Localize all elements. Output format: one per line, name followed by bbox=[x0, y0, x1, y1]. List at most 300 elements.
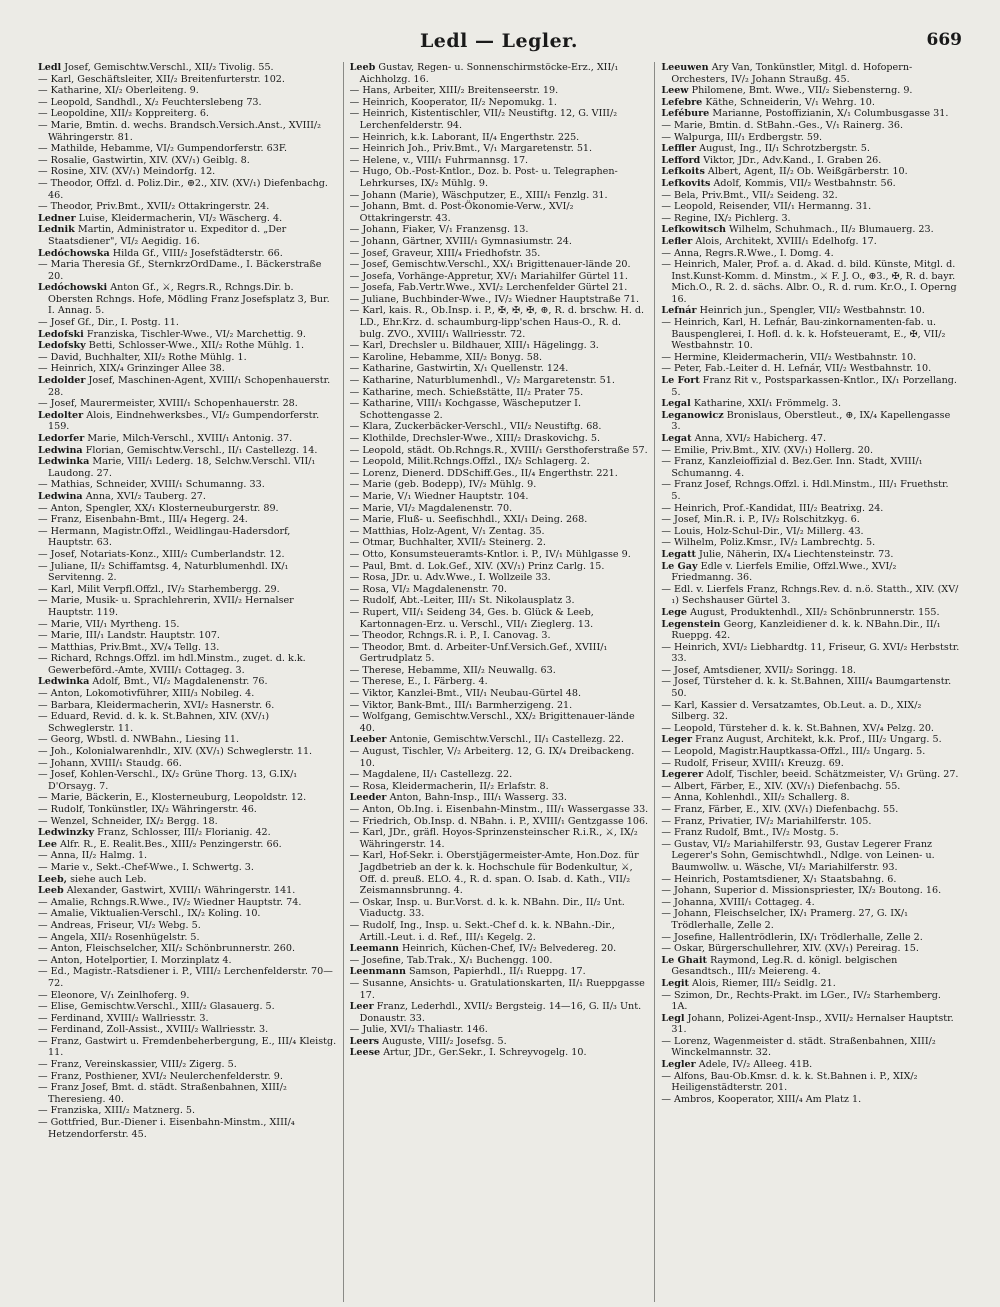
directory-entry bbox=[350, 1047, 649, 1059]
entry-text: — Katharine, mech. Schießstätte, II/₂ Prater 75. bbox=[349, 386, 584, 398]
directory-entry bbox=[350, 468, 649, 480]
directory-entry bbox=[350, 456, 649, 468]
entry-text: — Anton, Lokomotivführer, XIII/₃ Nobileg. 4. bbox=[38, 688, 255, 700]
directory-entry bbox=[661, 584, 960, 607]
entry-text: — Barbara, Kleidermacherin, XVI/₂ Hasnerstr. 6. bbox=[38, 699, 275, 711]
entry-text: Marie, VIII/₁ Lederg. 18, Selchw.Verschl. VII/₁ Laudong. 27. bbox=[48, 456, 316, 479]
entry-text: — Edl. v. Lierfels Franz, Rchngs.Rev. d. n.ö. Statth., XIV. (XV/₁) Sechshauser Gürtel 3. bbox=[661, 583, 959, 607]
directory-entry bbox=[38, 897, 337, 909]
directory-entry bbox=[350, 479, 649, 491]
directory-entry bbox=[661, 433, 960, 445]
directory-entry bbox=[38, 653, 337, 676]
directory-entry bbox=[38, 456, 337, 479]
entry-text: Alfr. R., E. Realit.Bes., XIII/₂ Penzingerstr. 66. bbox=[60, 838, 282, 850]
directory-entry bbox=[350, 387, 649, 399]
directory-entry bbox=[38, 248, 337, 260]
entry-text: — Magdalene, II/₁ Castellezg. 22. bbox=[349, 769, 513, 781]
entry-text: Adolf, Bmt., VI/₂ Magdalenenstr. 76. bbox=[92, 676, 268, 688]
directory-entry bbox=[38, 375, 337, 398]
entry-text: Alexander, Gastwirt, XVIII/₁ Währingerstr. 141. bbox=[66, 885, 296, 897]
entry-text: — Oskar, Bürgerschullehrer, XIV. (XV/₁) Pereirag. 15. bbox=[661, 943, 919, 955]
entry-text: — Theodor, Rchngs.R. i. P., I. Canovag. 3. bbox=[349, 630, 551, 642]
entry-text: Artur, JDr., Ger.Sekr., I. Schreyvogelg. 10. bbox=[383, 1047, 587, 1059]
directory-entry bbox=[350, 897, 649, 920]
directory-entry bbox=[661, 305, 960, 317]
entry-text: Adolf, Tischler, beeid. Schätzmeister, V/₁ Grüng. 27. bbox=[706, 769, 959, 781]
directory-entry bbox=[38, 676, 337, 688]
entry-surname: Legenstein bbox=[661, 618, 721, 630]
directory-entry bbox=[38, 410, 337, 433]
directory-entry bbox=[38, 966, 337, 989]
entry-text: Bronislaus, Oberstleut., ⊕, IX/₄ Kapellengasse 3. bbox=[671, 409, 951, 433]
entry-text: — David, Buchhalter, XII/₂ Rothe Mühlg. 1. bbox=[38, 351, 247, 363]
directory-entry bbox=[38, 700, 337, 712]
entry-text: — Ferdinand, XVIII/₂ Wallriesstr. 3. bbox=[38, 1012, 209, 1024]
entry-surname: Le Gay bbox=[661, 560, 698, 572]
directory-entry bbox=[350, 781, 649, 793]
directory-entry bbox=[661, 885, 960, 897]
entry-text: Heinrich jun., Spengler, VII/₂ Westbahnstr. 10. bbox=[699, 305, 925, 317]
directory-entry bbox=[350, 561, 649, 573]
entry-text: Albert, Agent, II/₂ Ob. Weißgärberstr. 10. bbox=[707, 166, 908, 178]
directory-entry bbox=[661, 537, 960, 549]
entry-text: Alois, Riemer, III/₂ Seidlg. 21. bbox=[692, 977, 836, 989]
directory-entry bbox=[661, 375, 960, 398]
directory-entry bbox=[661, 943, 960, 955]
directory-entry bbox=[661, 85, 960, 97]
directory-entry bbox=[38, 1024, 337, 1036]
entry-text: — Marie, Fluß- u. Seefischhdl., XXI/₁ Deing. 268. bbox=[349, 514, 588, 526]
entry-text: — Therese, E., I. Färberg. 4. bbox=[349, 676, 488, 688]
directory-entry bbox=[661, 120, 960, 132]
entry-text: — Karl, Milit Verpfl.Offzl., IV/₂ Starhembergg. 29. bbox=[38, 583, 280, 595]
entry-text: — Wenzel, Schneider, IX/₂ Bergg. 18. bbox=[38, 815, 218, 827]
directory-entry bbox=[661, 1059, 960, 1071]
entry-surname: Ledolder bbox=[38, 375, 86, 387]
entry-text: — Franz Josef, Rchngs.Offzl. i. Hdl.Minstm., III/₁ Fruethstr. 5. bbox=[661, 479, 949, 502]
directory-entry bbox=[350, 224, 649, 236]
entry-surname: Lefkowitsch bbox=[661, 224, 726, 236]
directory-entry bbox=[350, 804, 649, 816]
directory-entry bbox=[661, 213, 960, 225]
directory-entry bbox=[350, 1036, 649, 1048]
directory-entry bbox=[350, 352, 649, 364]
directory-entry bbox=[661, 97, 960, 109]
directory-entry bbox=[38, 769, 337, 792]
entry-text: — Oskar, Insp. u. Bur.Vorst. d. k. k. NBahn. Dir., II/₂ Unt. Viaductg. 33. bbox=[349, 896, 625, 920]
entry-text: — Marie, Bmtin. d. StBahn.-Ges., V/₁ Rainerg. 36. bbox=[661, 119, 904, 131]
entry-text: Betti, Schlosser-Wwe., XII/₂ Rothe Mühlg. 1. bbox=[88, 340, 305, 352]
entry-surname: Lefkoits bbox=[661, 166, 705, 178]
entry-text: — Josefa, Vorhänge-Appretur, XV/₁ Mariahilfer Gürtel 11. bbox=[349, 270, 628, 282]
running-head: Ledl — Legler. bbox=[419, 30, 579, 52]
entry-text: — Karl, Geschäftsleiter, XII/₂ Breitenfurterstr. 102. bbox=[38, 73, 285, 85]
entry-surname: Ledolter bbox=[38, 409, 84, 421]
directory-entry bbox=[661, 363, 960, 375]
entry-text: — Rosalie, Gastwirtin, XIV. (XV/₁) Geiblg. 8. bbox=[38, 154, 250, 166]
directory-entry bbox=[350, 584, 649, 596]
entry-text: — Johann, Fiaker, V/₁ Franzensg. 13. bbox=[349, 224, 529, 236]
directory-entry bbox=[38, 479, 337, 491]
entry-text: — Anna, II/₂ Halmg. 1. bbox=[38, 850, 148, 862]
directory-entry bbox=[661, 143, 960, 155]
directory-entry bbox=[38, 433, 337, 445]
directory-entry bbox=[661, 352, 960, 364]
entry-text: — Georg, Wbstl. d. NWBahn., Liesing 11. bbox=[38, 734, 240, 746]
entry-text: Anton Gf., ⚔, Regrs.R., Rchngs.Dir. b. Obersten Rchngs. Hofe, Mödling Franz Josefsplatz 3, Bur. I. Annag. 5. bbox=[48, 282, 330, 317]
entry-text: — Josef, Maurermeister, XVIII/₁ Schopenhauerstr. 28. bbox=[38, 398, 298, 410]
entry-text: — Alfons, Bau-Ob.Kmsr. d. k. k. St.Bahnen i. P., XIX/₂ Heiligenstädterstr. 201. bbox=[661, 1070, 918, 1094]
directory-entry bbox=[38, 688, 337, 700]
directory-entry bbox=[661, 734, 960, 746]
entry-text: August, Ing., II/₁ Schrotzbergstr. 5. bbox=[699, 143, 870, 155]
entry-text: — Karl, kais. R., Ob.Insp. i. P., ✠, ✠, ✠, ⊕, R. d. brschw. H. d. LD., Ehr.Krz. d. schaumburg-lipp'schen Haus-O., R. d. bulg. ZVO., XVIII/₁ Wallriesstr. 72. bbox=[349, 305, 645, 340]
directory-entry bbox=[350, 630, 649, 642]
entry-text: — Franz, Kanzleioffizial d. Bez.Ger. Inn. Stadt, XVIII/₁ Schumanng. 4. bbox=[661, 456, 923, 479]
directory-entry bbox=[350, 108, 649, 131]
directory-entry bbox=[38, 329, 337, 341]
directory-entry bbox=[38, 711, 337, 734]
page-number: 669 bbox=[926, 30, 962, 50]
directory-entry bbox=[38, 874, 337, 886]
directory-entry bbox=[350, 642, 649, 665]
entry-text: — Josef, Graveur, XIII/₄ Friedhofstr. 35. bbox=[349, 247, 541, 259]
entry-text: — Katharine, Gastwirtin, X/₁ Quellenstr. 124. bbox=[349, 363, 569, 375]
entry-text: Raymond, Leg.R. d. königl. belgischen Gesandtsch., III/₂ Meiereng. 4. bbox=[671, 954, 898, 978]
entry-surname: Lednik bbox=[38, 224, 75, 236]
directory-entry bbox=[661, 990, 960, 1013]
directory-entry bbox=[38, 503, 337, 515]
entry-text: — Leopold, Sandhdl., X/₂ Feuchterslebeng 73. bbox=[38, 96, 262, 108]
directory-entry bbox=[350, 850, 649, 896]
entry-text: — Viktor, Bank-Bmt., III/₁ Barmherzigeng. 21. bbox=[349, 699, 573, 711]
entry-text: — Heinrich, XIX/₄ Grinzinger Allee 38. bbox=[38, 363, 225, 375]
directory-entry bbox=[350, 363, 649, 375]
entry-surname: Leeb bbox=[349, 62, 376, 73]
entry-text: — Leopoldine, XII/₂ Koppreiterg. 6. bbox=[38, 108, 209, 120]
entry-text: — Heinrich, Karl, H. Lefnár, Bau-zinkornamenten-fab. u. Bauspenglerei, I. Hofl. d. k. k. Hofsteueramt, E., ✠, VII/₂ Westbahnstr. 10. bbox=[661, 317, 946, 352]
entry-text: Alois, Eindnehwerksbes., VI/₂ Gumpendorferstr. 159. bbox=[48, 409, 320, 433]
directory-entry bbox=[350, 155, 649, 167]
entry-text: — Louis, Holz-Schul-Dir., VI/₂ Millerg. 43. bbox=[661, 525, 864, 537]
directory-entry bbox=[661, 317, 960, 352]
directory-entry bbox=[38, 340, 337, 352]
entry-text: — Hans, Arbeiter, XIII/₂ Breitenseerstr. 19. bbox=[349, 85, 559, 97]
directory-entry bbox=[661, 514, 960, 526]
entry-text: — Karl, Drechsler u. Bildhauer, XIII/₁ Hägelingg. 3. bbox=[349, 340, 599, 352]
entry-text: — Leopold, Türsteher d. k. k. St.Bahnen, XV/₄ Pelzg. 20. bbox=[661, 722, 934, 734]
entry-text: — Ed., Magistr.-Ratsdiener i. P., VIII/₂ Lerchenfelderstr. 70—72. bbox=[38, 966, 333, 989]
entry-text: — Viktor, Kanzlei-Bmt., VII/₁ Neubau-Gürtel 48. bbox=[349, 688, 582, 700]
directory-entry bbox=[38, 1001, 337, 1013]
entry-text: — Angela, XII/₂ Rosenhügelstr. 5. bbox=[38, 931, 200, 943]
entry-text: — Leopold, Magistr.Hauptkassa-Offzl., III/₂ Ungarg. 5. bbox=[661, 746, 926, 758]
entry-text: — Rudolf, Ing., Insp. u. Sekt.-Chef d. k. k. NBahn.-Dir., Artill.-Leut. i. d. Ref., III/₁ Kegelg. 2. bbox=[349, 919, 615, 943]
directory-entry bbox=[661, 827, 960, 839]
entry-surname: Legl bbox=[661, 1012, 685, 1024]
entry-text: — Franz, Gastwirt u. Fremdenbeherbergung, E., III/₄ Kleistg. 11. bbox=[38, 1035, 337, 1059]
entry-surname: Ledwinka bbox=[38, 456, 90, 468]
entry-text: Viktor, JDr., Adv.Kand., I. Graben 26. bbox=[703, 154, 882, 166]
entry-text: — Heinrich, k.k. Laborant, II/₄ Engerthstr. 225. bbox=[349, 131, 580, 143]
directory-entry bbox=[661, 259, 960, 305]
entry-surname: Leeb bbox=[38, 885, 64, 897]
entry-text: — Josef Gf., Dir., I. Postg. 11. bbox=[38, 317, 179, 329]
directory-entry bbox=[38, 862, 337, 874]
entry-text: — Heinrich, XVI/₂ Liebhardtg. 11, Friseur, G. XVI/₂ Herbststr. 33. bbox=[661, 641, 960, 665]
directory-entry bbox=[661, 978, 960, 990]
directory-entry bbox=[350, 526, 649, 538]
directory-entry bbox=[350, 769, 649, 781]
entry-text: — Josef, Amtsdiener, XVII/₂ Soringg. 18. bbox=[661, 664, 856, 676]
entry-text: Ary Van, Tonkünstler, Mitgl. d. Hofopern-Orchesters, IV/₂ Johann Straußg. 45. bbox=[671, 62, 913, 85]
directory-entry bbox=[661, 526, 960, 538]
entry-text: Auguste, VIII/₂ Josefsg. 5. bbox=[382, 1035, 507, 1047]
entry-text: — Heinrich, Kooperator, II/₂ Nepomukg. 1. bbox=[349, 96, 557, 108]
directory-entry bbox=[350, 166, 649, 189]
entry-text: — Lorenz, Wagenmeister d. städt. Straßenbahnen, XIII/₂ Winckelmannstr. 32. bbox=[661, 1035, 936, 1059]
entry-text: Florian, Gemischtw.Verschl., II/₁ Castellezg. 14. bbox=[85, 444, 318, 456]
directory-entry bbox=[350, 132, 649, 144]
entry-text: — Anna, Regrs.R.Wwe., I. Domg. 4. bbox=[661, 247, 834, 259]
entry-surname: Leese bbox=[349, 1047, 381, 1059]
directory-entry bbox=[38, 804, 337, 816]
entry-text: Josef, Maschinen-Agent, XVIII/₁ Schopenhauerstr. 28. bbox=[48, 375, 331, 398]
entry-text: — August, Tischler, V/₂ Arbeiterg. 12, G. IX/₄ Dreibackeng. 10. bbox=[349, 746, 635, 769]
entry-text: — Rosine, XIV. (XV/₁) Meindorfg. 12. bbox=[38, 166, 216, 178]
entry-text: Gustav, Regen- u. Sonnenschirmstöcke-Erz., XII/₁ Aichholzg. 16. bbox=[359, 62, 619, 85]
entry-surname: Leger bbox=[661, 734, 693, 746]
entry-text: — Karl, Kassier d. Versatzamtes, Ob.Leut. a. D., XIX/₂ Silberg. 32. bbox=[661, 699, 922, 723]
entry-surname: Ledwinka bbox=[38, 676, 90, 688]
entry-surname: Ledner bbox=[38, 212, 76, 224]
entry-text: — Josefine, Tab.Trak., X/₁ Buchengg. 100. bbox=[349, 954, 553, 966]
entry-text: — Hugo, Ob.-Post-Kntlor., Doz. b. Post- u. Telegraphen-Lehrkurses, IX/₂ Mühlg. 9. bbox=[349, 166, 618, 189]
entry-surname: Leers bbox=[349, 1035, 380, 1047]
entry-text: — Julie, XVI/₂ Thaliastr. 146. bbox=[349, 1024, 488, 1036]
directory-entry bbox=[350, 236, 649, 248]
directory-entry bbox=[350, 190, 649, 202]
entry-text: Johann, Polizei-Agent-Insp., XVII/₂ Hernalser Hauptstr. 31. bbox=[671, 1012, 954, 1036]
entry-text: — Katharine, VIII/₁ Kochgasse, Wäscheputzer I. Schottengasse 2. bbox=[349, 398, 581, 421]
entry-text: — Josefine, Hallentrödlerin, IX/₁ Trödlerhalle, Zelle 2. bbox=[661, 931, 923, 943]
entry-text: — Helene, v., VIII/₁ Fuhrmannsg. 17. bbox=[349, 154, 529, 166]
directory-entry bbox=[350, 282, 649, 294]
entry-text: — Joh., Kolonialwarenhdlr., XIV. (XV/₁) Schweglerstr. 11. bbox=[38, 746, 313, 758]
entry-text: — Otmar, Buchhalter, XVII/₂ Steinerg. 2. bbox=[349, 537, 546, 549]
directory-entry bbox=[38, 398, 337, 410]
entry-text: — Franz, Eisenbahn-Bmt., III/₄ Hegerg. 24. bbox=[38, 514, 248, 526]
directory-entry bbox=[661, 236, 960, 248]
directory-entry bbox=[661, 549, 960, 561]
directory-entry bbox=[38, 526, 337, 549]
entry-text: — Hermann, Magistr.Offzl., Weidlingau-Hadersdorf, Hauptstr. 63. bbox=[38, 525, 291, 549]
entry-text: — Klothilde, Drechsler-Wwe., XIII/₂ Draskovichg. 5. bbox=[349, 433, 601, 444]
entry-text: — Friedrich, Ob.Insp. d. NBahn. i. P., XVIII/₁ Gentzgasse 106. bbox=[349, 815, 649, 827]
entry-text: — Josef, Min.R. i. P., IV/₂ Rolschitzkyg. 6. bbox=[661, 514, 860, 526]
directory-entry bbox=[38, 920, 337, 932]
entry-text: Franz Rit v., Postsparkassen-Kntlor., IX/₁ Porzellang. 5. bbox=[671, 375, 957, 398]
entry-surname: Lee bbox=[38, 838, 57, 850]
directory-entry bbox=[661, 908, 960, 931]
entry-text: — Marie, Bäckerin, E., Klosterneuburg, Leopoldstr. 12. bbox=[38, 792, 307, 804]
entry-text: — Heinrich, Prof.-Kandidat, III/₂ Beatrixg. 24. bbox=[661, 502, 884, 514]
entry-text: — Maria Theresia Gf., SternkrzOrdDame., I. Bäckerstraße 20. bbox=[38, 259, 322, 282]
entry-text: — Leopold, Reisender, VII/₁ Hermanng. 31. bbox=[661, 201, 872, 213]
entry-surname: Legerer bbox=[661, 769, 704, 781]
entry-text: — Rosa, JDr. u. Adv.Wwe., I. Wollzeile 33. bbox=[349, 572, 551, 584]
directory-entry bbox=[350, 305, 649, 340]
directory-entry bbox=[38, 224, 337, 247]
entry-text: — Anton, Fleischselcher, XII/₂ Schönbrunnerstr. 260. bbox=[38, 943, 296, 955]
directory-entry bbox=[661, 932, 960, 944]
directory-entry bbox=[350, 271, 649, 283]
directory-entry bbox=[350, 943, 649, 955]
entry-text: Franz August, Architekt, k.k. Prof., III/₂ Ungarg. 5. bbox=[695, 734, 942, 746]
column-2 bbox=[343, 62, 655, 1302]
directory-entry bbox=[661, 619, 960, 642]
entry-text: Franziska, Tischler-Wwe., VI/₂ Marchettig. 9. bbox=[86, 328, 306, 340]
entry-text: — Heinrich, Kistentischler, VII/₂ Neustiftg. 12, G. VIII/₂ Lerchenfelderstr. 94. bbox=[349, 108, 618, 131]
directory-entry bbox=[350, 572, 649, 584]
entry-text: Franz, Lederhdl., XVII/₂ Bergsteig. 14—16, G. II/₃ Unt. Donaustr. 33. bbox=[359, 1001, 642, 1024]
directory-entry bbox=[38, 561, 337, 584]
entry-text: — Gottfried, Bur.-Diener i. Eisenbahn-Minstm., XIII/₄ Hetzendorferstr. 45. bbox=[38, 1117, 295, 1140]
entry-surname: Lefler bbox=[661, 235, 693, 247]
directory-entry bbox=[350, 445, 649, 457]
entry-surname: Leeder bbox=[349, 792, 387, 804]
directory-entry bbox=[38, 317, 337, 329]
entry-text: — Albert, Färber, E., XIV. (XV/₁) Diefenbachg. 55. bbox=[661, 780, 901, 792]
directory-entry bbox=[350, 734, 649, 746]
directory-entry bbox=[661, 561, 960, 584]
directory-entry bbox=[38, 120, 337, 143]
directory-entry bbox=[38, 1059, 337, 1071]
directory-entry bbox=[350, 676, 649, 688]
directory-entry bbox=[350, 711, 649, 734]
entry-text: — Marie, VI/₂ Magdalenenstr. 70. bbox=[349, 502, 513, 514]
entry-surname: Leeb, bbox=[38, 873, 68, 885]
directory-entry bbox=[38, 1013, 337, 1025]
directory-entry bbox=[350, 294, 649, 306]
entry-text: — Rudolf, Abt.-Leiter, III/₁ St. Nikolausplatz 3. bbox=[349, 595, 575, 607]
entry-text: — Franziska, XIII/₂ Matznerg. 5. bbox=[38, 1105, 196, 1117]
entry-text: — Wolfgang, Gemischtw.Verschl., XX/₂ Brigittenauer-lände 40. bbox=[349, 711, 635, 734]
entry-text: — Rupert, VII/₁ Seideng 34, Ges. b. Glück & Leeb, Kartonnagen-Erz. u. Verschl., VII/₁ Zieglerg. 13. bbox=[349, 606, 594, 630]
directory-entry bbox=[661, 804, 960, 816]
entry-text: Käthe, Schneiderin, V/₁ Wehrg. 10. bbox=[705, 96, 875, 108]
directory-entry bbox=[38, 491, 337, 503]
entry-text: — Gustav, VI/₂ Mariahilferstr. 93, Gustav Legerer Franz Legerer's Sohn, Gemischtwhdl., Ndlge. von Leinen- u. Baumwollw. u. Wäsche, VI/₂ Mariahilferstr. 93. bbox=[661, 838, 935, 873]
entry-surname: Ledofski bbox=[38, 328, 84, 340]
entry-text: — Franz, Privatier, IV/₂ Mariahilferstr. 105. bbox=[661, 815, 872, 827]
entry-text: — Ambros, Kooperator, XIII/₄ Am Platz 1. bbox=[661, 1093, 862, 1105]
entry-surname: Leganowicz bbox=[661, 409, 724, 421]
directory-entry bbox=[38, 642, 337, 654]
directory-entry bbox=[661, 155, 960, 167]
entry-surname: Le Fort bbox=[661, 375, 700, 387]
directory-entry bbox=[350, 665, 649, 677]
entry-text: — Karoline, Hebamme, XII/₂ Bonyg. 58. bbox=[349, 351, 542, 363]
directory-entry bbox=[661, 1013, 960, 1036]
directory-entry bbox=[38, 62, 337, 74]
entry-text: — Johann, Gärtner, XVIII/₁ Gymnasiumstr. 24. bbox=[349, 235, 572, 247]
entry-text: — Katharine, Naturblumenhdl., V/₂ Margaretenstr. 51. bbox=[349, 375, 615, 387]
entry-text: — Matthias, Holz-Agent, V/₁ Zentag. 35. bbox=[349, 525, 545, 537]
entry-text: Marianne, Postoffizianin, X/₁ Columbusgasse 31. bbox=[712, 108, 949, 120]
entry-surname: Legler bbox=[661, 1059, 696, 1071]
entry-text: — Marie, VII/₁ Myrtheng. 15. bbox=[38, 618, 180, 630]
entry-text: — Franz, Vereinskassier, VIII/₂ Zigerg. 5. bbox=[38, 1059, 237, 1071]
directory-entry bbox=[350, 1024, 649, 1036]
entry-text: — Marie v., Sekt.-Chef-Wwe., I. Schwertg. 3. bbox=[38, 861, 254, 873]
directory-entry bbox=[38, 850, 337, 862]
directory-entry bbox=[350, 97, 649, 109]
entry-text: Samson, Papierhdl., II/₁ Rueppg. 17. bbox=[408, 966, 586, 978]
entry-text: — Peter, Fab.-Leiter d. H. Lefnár, VII/₂ Westbahnstr. 10. bbox=[661, 363, 932, 375]
entry-text: — Eleonore, V/₁ Zeinlhoferg. 9. bbox=[38, 989, 190, 1001]
directory-entry bbox=[350, 259, 649, 271]
directory-entry bbox=[38, 908, 337, 920]
entry-surname: Le Ghait bbox=[661, 954, 707, 966]
entry-text: — Juliane, Buchbinder-Wwe., IV/₂ Wiedner Hauptstraße 71. bbox=[349, 293, 639, 305]
entry-surname: Ledorfer bbox=[38, 433, 85, 444]
entry-text: — Heinrich, Maler, Prof. a. d. Akad. d. bild. Künste, Mitgl. d. Inst.Kunst-Komm. d. Minstm., ⚔ F. J. O., ⊕3., ✠, R. d. bayr. Mich.O., R. 2. d. sächs. Albr. O., R. d. rum. Kr.O., I. Operng 16. bbox=[661, 259, 957, 305]
directory-entry bbox=[350, 433, 649, 445]
entry-text: — Josef, Gemischtw.Verschl., XX/₁ Brigittenauer-lände 20. bbox=[349, 259, 631, 271]
directory-entry bbox=[661, 792, 960, 804]
entry-text: — Paul, Bmt. d. Lok.Gef., XIV. (XV/₁) Prinz Carlg. 15. bbox=[349, 560, 605, 572]
directory-entry bbox=[350, 62, 649, 85]
directory-entry bbox=[38, 143, 337, 155]
entry-surname: Legal bbox=[661, 398, 691, 410]
directory-entry bbox=[350, 421, 649, 433]
entry-text: — Walpurga, III/₁ Erdbergstr. 59. bbox=[661, 131, 823, 143]
directory-entry bbox=[350, 549, 649, 561]
entry-text: — Karl, Hof-Sekr. i. Oberstjägermeister-Amte, Hon.Doz. für Jagdbetrieb an der k. k. Hochschule für Bodenkultur, ⚔, Off. d. preuß. ELO. 4., R. d. span. O. Isab. d. Kath., VII/₂ Zeismannsbrunng. 4. bbox=[349, 850, 639, 897]
entry-text: — Marie (geb. Bodepp), IV/₂ Mühlg. 9. bbox=[349, 479, 537, 491]
directory-entry bbox=[661, 132, 960, 144]
directory-entry bbox=[38, 85, 337, 97]
entry-text: — Mathilde, Hebamme, VI/₂ Gumpendorferstr. 63F. bbox=[38, 143, 288, 155]
entry-text: Edle v. Lierfels Emilie, Offzl.Wwe., XVI/₂ Friedmanng. 36. bbox=[671, 560, 897, 584]
entry-text: Alois, Architekt, XVIII/₁ Edelhofg. 17. bbox=[695, 235, 877, 247]
directory-entry bbox=[38, 619, 337, 631]
directory-entry bbox=[661, 456, 960, 479]
entry-text: — Johann, XVIII/₁ Staudg. 66. bbox=[38, 757, 182, 769]
directory-entry bbox=[350, 827, 649, 850]
entry-text: Anna, XVI/₂ Habicherg. 47. bbox=[694, 433, 827, 444]
directory-entry bbox=[38, 549, 337, 561]
entry-surname: Legit bbox=[661, 977, 689, 989]
entry-surname: Lefébure bbox=[661, 108, 710, 120]
directory-entry bbox=[661, 410, 960, 433]
directory-entry bbox=[350, 375, 649, 387]
directory-entry bbox=[38, 514, 337, 526]
directory-entry bbox=[661, 201, 960, 213]
entry-text: Wilhelm, Schuhmach., II/₂ Blumauerg. 23. bbox=[728, 224, 934, 236]
entry-text: Julie, Näherin, IX/₄ Liechtensteinstr. 73. bbox=[699, 548, 894, 560]
directory-entry bbox=[38, 734, 337, 746]
directory-entry bbox=[38, 363, 337, 375]
entry-text: — Therese, Hebamme, XII/₂ Neuwallg. 63. bbox=[349, 664, 556, 676]
directory-entry bbox=[350, 688, 649, 700]
entry-surname: Legatt bbox=[661, 548, 696, 560]
directory-entry bbox=[661, 607, 960, 619]
directory-entry bbox=[38, 746, 337, 758]
entry-text: — Mathias, Schneider, XVIII/₁ Schumanng. 33. bbox=[38, 479, 265, 491]
entry-text: — Juliane, II/₂ Schiffamtsg. 4, Naturblumenhdl. IX/₁ Servitenng. 2. bbox=[38, 560, 289, 584]
